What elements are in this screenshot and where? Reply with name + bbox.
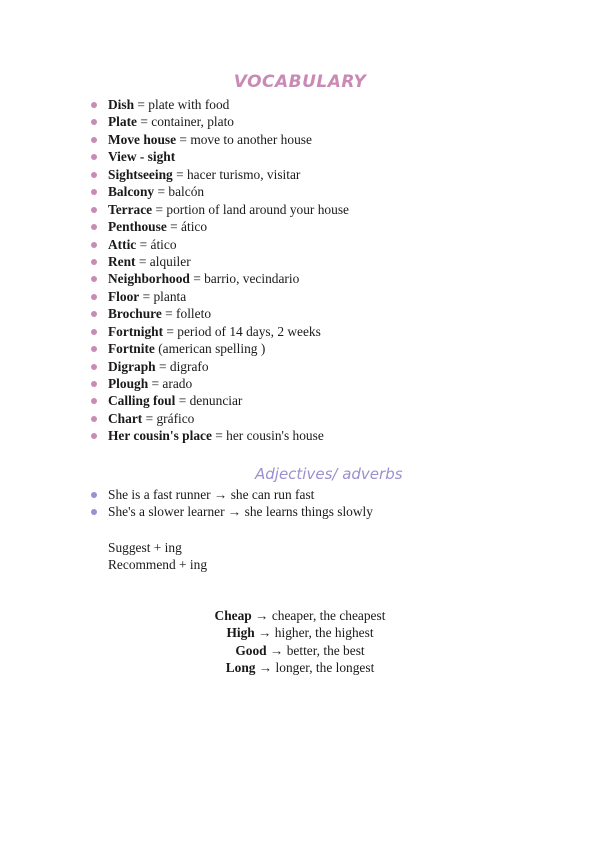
bullet-icon	[91, 346, 97, 352]
vocab-term: Her cousin's place	[108, 428, 212, 444]
vocab-term: Fortnight	[108, 323, 164, 339]
vocab-definition: = move to another house	[176, 131, 312, 147]
vocab-definition: = denunciar	[175, 393, 243, 409]
gerund-line: Recommend + ing	[108, 557, 208, 572]
comparative-line	[0, 642, 600, 659]
vocab-term: Digraph	[108, 358, 156, 374]
vocab-term: Chart	[108, 410, 143, 426]
list-item	[90, 218, 349, 235]
bullet-icon	[91, 364, 97, 370]
vocab-definition: = ático	[136, 236, 177, 252]
list-item	[90, 201, 349, 218]
vocab-definition: = plate with food	[134, 97, 230, 112]
vocab-definition: = folleto	[161, 306, 212, 322]
comparatives-block	[0, 607, 600, 677]
vocab-definition: (american spelling )	[154, 341, 266, 357]
bullet-icon	[91, 102, 97, 108]
bullet-icon	[91, 276, 97, 282]
vocab-term: Balcony	[108, 184, 155, 200]
bullet-icon	[91, 154, 97, 160]
vocab-term: Brochure	[108, 306, 162, 322]
list-item	[90, 305, 349, 322]
vocab-term: Neighborhood	[108, 271, 190, 287]
list-item	[90, 148, 349, 165]
comparative-line	[0, 659, 600, 676]
vocab-term: View - sight	[108, 149, 176, 165]
bullet-icon	[91, 509, 97, 515]
bullet-icon	[91, 172, 97, 178]
list-item	[90, 270, 349, 287]
vocab-term: Dish	[108, 97, 135, 112]
list-item	[90, 131, 349, 148]
vocab-definition: = hacer turismo, visitar	[172, 166, 301, 182]
comparative-line	[0, 607, 600, 624]
vocab-definition: = barrio, vecindario	[189, 271, 300, 287]
example-sentence: She's a slower learner → she learns things slowly	[108, 504, 373, 520]
gerund-line: Suggest + ing	[108, 540, 182, 555]
comparative-forms: → longer, the longest	[255, 660, 375, 676]
list-item	[90, 375, 349, 392]
vocab-definition: = gráfico	[142, 410, 195, 426]
vocab-term: Terrace	[108, 201, 153, 217]
vocabulary-list	[90, 96, 349, 445]
bullet-icon	[91, 259, 97, 265]
list-item	[90, 503, 373, 520]
vocab-definition: = alquiler	[135, 253, 191, 269]
bullet-icon	[91, 294, 97, 300]
vocab-term: Attic	[108, 236, 137, 252]
vocab-definition: = portion of land around your house	[152, 201, 349, 217]
comparative-forms: → cheaper, the cheapest	[251, 608, 386, 623]
page-title: VOCABULARY	[233, 72, 367, 92]
vocab-term: Plough	[108, 376, 149, 391]
list-item	[90, 113, 349, 130]
list-item	[90, 410, 349, 427]
bullet-icon	[91, 329, 97, 335]
bullet-icon	[91, 492, 97, 498]
list-item	[90, 183, 349, 200]
vocab-term: Rent	[108, 253, 136, 269]
list-item	[90, 358, 349, 375]
bullet-icon	[91, 398, 97, 404]
vocab-term: Floor	[108, 288, 140, 304]
comparative-line	[0, 624, 600, 641]
bullet-icon	[91, 416, 97, 422]
bullet-icon	[91, 119, 97, 125]
vocab-definition: = planta	[139, 288, 187, 304]
bullet-icon	[91, 189, 97, 195]
list-item	[90, 166, 349, 183]
list-item	[90, 392, 349, 409]
vocab-term: Fortnite	[108, 341, 155, 357]
adjectives-list	[90, 486, 373, 521]
list-item	[90, 340, 349, 357]
vocab-definition: = period of 14 days, 2 weeks	[163, 323, 321, 339]
section-subtitle: Adjectives/ adverbs	[255, 465, 403, 483]
vocab-term: Calling foul	[108, 393, 176, 409]
bullet-icon	[91, 381, 97, 387]
bullet-icon	[91, 311, 97, 317]
bullet-icon	[91, 207, 97, 213]
bullet-icon	[91, 137, 97, 143]
comparative-word: Long	[225, 660, 256, 676]
vocab-definition: = container, plato	[137, 114, 234, 130]
list-item	[90, 253, 349, 270]
bullet-icon	[91, 242, 97, 248]
list-item	[90, 323, 349, 340]
bullet-icon	[91, 224, 97, 230]
comparative-forms: → higher, the highest	[254, 625, 374, 641]
example-sentence: She is a fast runner → she can run fast	[108, 487, 315, 502]
comparative-forms: → better, the best	[266, 642, 365, 658]
vocab-definition: = ático	[166, 219, 208, 235]
vocab-term: Penthouse	[108, 219, 167, 235]
vocab-term: Sightseeing	[108, 166, 173, 182]
vocab-definition: = balcón	[154, 184, 205, 200]
list-item	[90, 288, 349, 305]
vocab-definition: = digrafo	[155, 358, 209, 374]
list-item	[90, 427, 349, 444]
vocab-term: Move house	[108, 131, 177, 147]
vocab-definition: = arado	[148, 376, 193, 391]
comparative-word: High	[226, 625, 255, 641]
comparative-word: Good	[235, 642, 267, 658]
list-item	[90, 486, 373, 503]
comparative-word: Cheap	[214, 608, 252, 623]
list-item	[90, 96, 349, 113]
vocab-definition: = her cousin's house	[211, 428, 324, 444]
vocab-term: Plate	[108, 114, 137, 130]
bullet-icon	[91, 433, 97, 439]
list-item	[90, 236, 349, 253]
